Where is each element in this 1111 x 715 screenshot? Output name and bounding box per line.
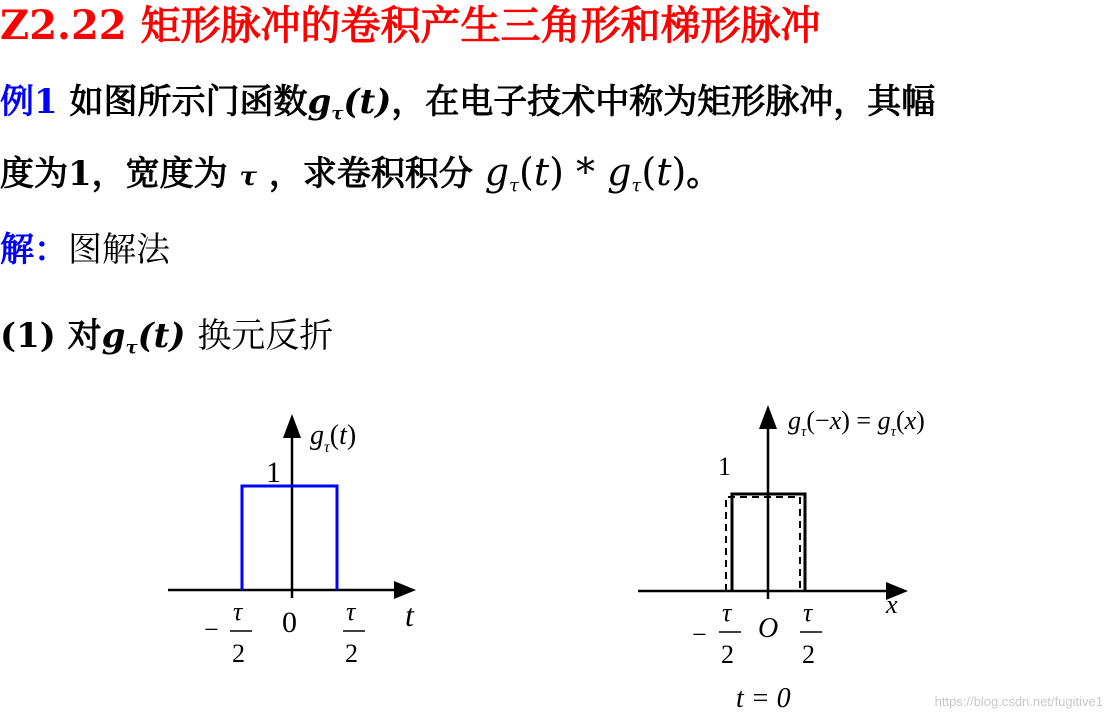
example-func-sub: τ: [331, 103, 344, 124]
step-1-func-sub: τ: [125, 337, 138, 358]
step-1-prefix: (1) 对: [0, 316, 102, 356]
title-code: Z2.22: [0, 2, 127, 49]
figure-right-reflected-gate: [630, 395, 1030, 713]
right-origin-label: O: [758, 613, 779, 644]
right-time-note: t = 0: [736, 683, 791, 713]
solution-label: 解：: [0, 230, 68, 270]
left-y-arrow: [283, 414, 301, 438]
left-tick-pos-num: τ: [346, 597, 356, 626]
left-tick-neg-num: τ: [233, 597, 243, 626]
left-y-label: $g_\tau(t)$: [310, 420, 357, 456]
right-tick-neg-den: 2: [721, 640, 734, 669]
right-tick-pos-num: τ: [803, 598, 813, 627]
left-rect-pulse: [242, 486, 337, 590]
example-func: g: [307, 82, 332, 122]
right-tick-pos-den: 2: [802, 640, 815, 669]
watermark: https://blog.csdn.net/fugitive1: [934, 694, 1103, 709]
right-y-arrow: [759, 405, 777, 429]
figure-left-gate-function: [160, 400, 440, 680]
left-tick-neg-den: 2: [232, 639, 245, 668]
example-tau: τ: [239, 162, 258, 192]
example-text-b: ，在电子技术中称为矩形脉冲，其幅: [391, 82, 936, 122]
right-height-label: 1: [718, 452, 731, 481]
left-tick-pos-den: 2: [345, 639, 358, 668]
solution-method: 图解法: [68, 230, 170, 270]
step-1-suffix: 换元反折: [197, 316, 334, 356]
step-1-func-arg: (t): [137, 316, 186, 356]
example-line-1: [0, 80, 935, 136]
right-x-label: x: [886, 590, 898, 619]
right-dashed-pulse: [726, 497, 800, 591]
right-y-label: $g_\tau(-x) = g_\tau(x)$: [788, 406, 925, 440]
right-minus-sign: −: [692, 620, 707, 649]
example-text-a: 如图所示门函数: [69, 82, 308, 122]
left-minus-sign: −: [204, 615, 219, 644]
convolution-expression: $g_\tau(t) * g_\tau(t)$: [484, 150, 687, 196]
example-line-2: [0, 150, 720, 208]
right-tick-neg-num: τ: [722, 598, 732, 627]
example-text-c: 度为1，宽度为: [0, 154, 228, 194]
left-origin-label: 0: [282, 606, 297, 639]
page-title: [0, 2, 821, 50]
example-end: 。: [686, 154, 721, 194]
example-func-arg: (t): [343, 82, 392, 122]
example-label: 例1: [0, 82, 58, 122]
solution-line: [0, 228, 170, 272]
left-x-label: t: [405, 597, 414, 633]
title-text: 矩形脉冲的卷积产生三角形和梯形脉冲: [140, 2, 821, 49]
step-1-line: [0, 314, 333, 370]
step-1-func: g: [101, 316, 126, 356]
left-height-label: 1: [266, 456, 281, 489]
example-text-d: ，求卷积积分: [268, 154, 473, 194]
